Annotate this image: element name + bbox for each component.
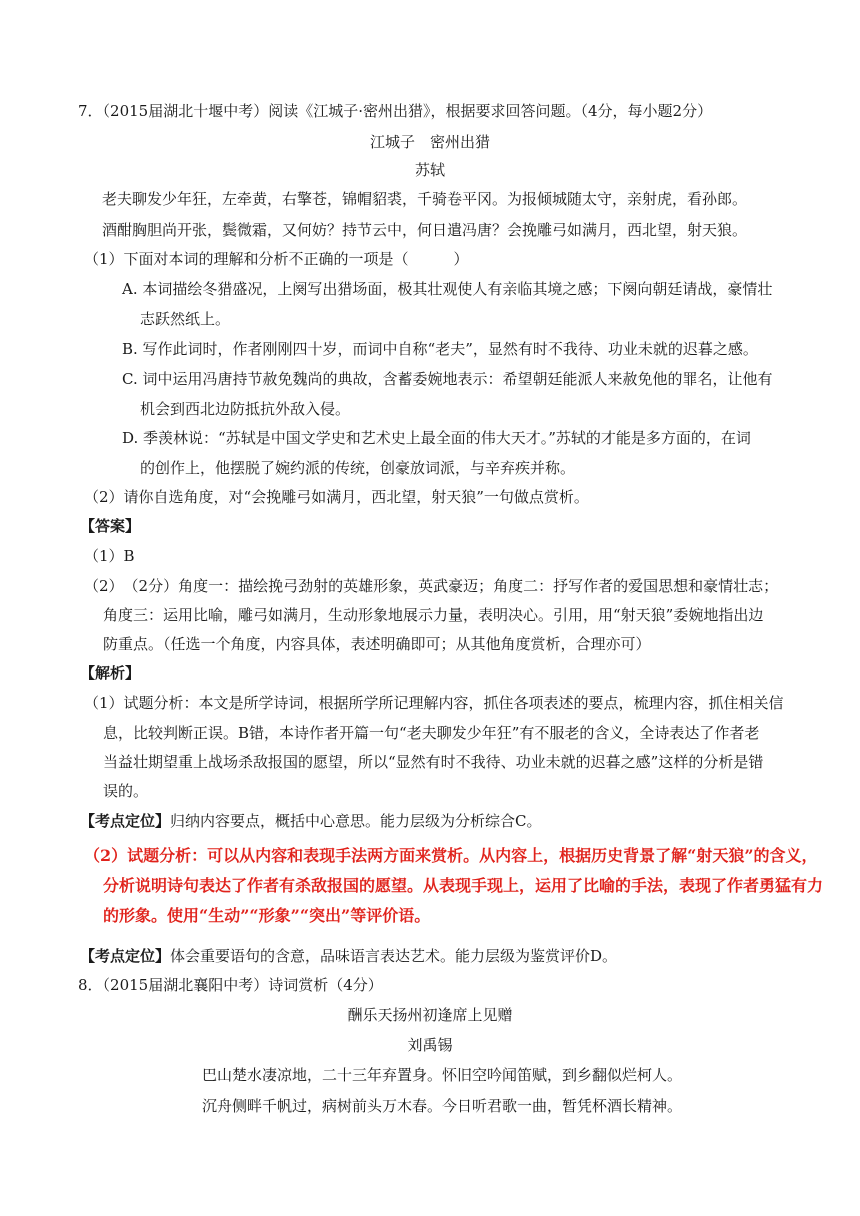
analysis-1-line-2: 息，比较判断正误。B错，本诗作者开篇一句“老夫聊发少年狂”有不服老的含义，全诗表达了作者老 [103,724,760,742]
answer-1: （1）B [84,547,135,565]
q8-poem-line-1: 巴山楚水凄凉地，二十三年弃置身。怀旧空吟闻笛赋，到乡翻似烂柯人。 [202,1066,683,1084]
option-a-line-1: A. 本词描绘冬猎盛况，上阕写出猎场面，极其壮观使人有亲临其境之感；下阕向朝廷请战，豪情壮 [122,280,773,298]
q8-poem-title: 酬乐天扬州初逢席上见赠 [347,1006,513,1024]
q7-poem-title: 江城子 密州出猎 [369,133,490,151]
answer-2-line-2: 角度三：运用比喻，雕弓如满月，生动形象地展示力量，表明决心。引用，用“射天狼”委婉地指出边 [103,606,764,624]
q8-poem-line-2: 沉舟侧畔千帆过，病树前头万木春。今日听君歌一曲，暂凭杯酒长精神。 [202,1097,683,1115]
analysis-2-red-line-1: （2）试题分析：可以从内容和表现手法两方面来赏析。从内容上，根据历史背景了解“射天狼”的含义， [84,846,818,865]
option-c-line-1: C. 词中运用冯唐持节赦免魏尚的典故，含蓄委婉地表示：希望朝廷能派人来赦免他的罪名，让他有 [122,370,773,388]
q7-subquestion-1: （1）下面对本词的理解和分析不正确的一项是（ ） [84,250,469,268]
key-point-1-text: 归纳内容要点，概括中心意思。能力层级为分析综合C。 [170,812,542,830]
q7-poem-line-1: 老夫聊发少年狂，左牵黄，右擎苍，锦帽貂裘，千骑卷平冈。为报倾城随太守，亲射虎，看孙郎。 [102,190,748,208]
q7-poem-author: 苏轼 [414,161,445,179]
analysis-1-line-4: 误的。 [103,782,149,800]
answer-label: 【答案】 [80,517,141,535]
option-c-line-2: 机会到西北边防抵抗外敌入侵。 [140,400,351,418]
key-point-1 [80,810,542,832]
q8-poem-author: 刘禹锡 [407,1036,453,1054]
analysis-label: 【解析】 [80,664,141,682]
option-d-line-1: D. 季羡林说：“苏轼是中国文学史和艺术史上最全面的伟大天才。”苏轼的才能是多方面的，在词 [122,429,751,447]
answer-2-line-3: 防重点。（任选一个角度，内容具体，表述明确即可；从其他角度赏析，合理亦可） [103,635,651,653]
answer-2-line-1: （2） （2分）角度一：描绘挽弓劲射的英雄形象，英武豪迈；角度二：抒写作者的爱国思想和豪情壮志； [84,577,779,595]
option-b-line-1: B. 写作此词时，作者刚刚四十岁，而词中自称“老夫”，显然有时不我待、功业未就的迟暮之感。 [122,340,758,358]
analysis-1-line-1: （1）试题分析：本文是所学诗词，根据所学所记理解内容，抓住各项表述的要点，梳理内容，抓住相关信 [84,694,784,712]
analysis-2-red-line-3: 的形象。使用“生动”“形象”“突出”等评价语。 [103,906,431,925]
key-point-2 [80,945,617,967]
q8-header: 8．（2015届湖北襄阳中考）诗词赏析（4分） [78,976,383,994]
analysis-1-line-3: 当益壮期望重上战场杀敌报国的愿望，所以“显然有时不我待、功业未就的迟暮之感”这样的分析是错 [103,753,764,771]
option-d-line-2: 的创作上，他摆脱了婉约派的传统，创豪放词派，与辛弃疾并称。 [140,459,576,477]
key-point-1-label: 【考点定位】 [80,812,171,830]
q7-header: 7．（2015届湖北十堰中考）阅读《江城子·密州出猎》，根据要求回答问题。（4分，每小题2分） [78,102,713,120]
q7-subquestion-2: （2）请你自选角度，对“会挽雕弓如满月，西北望，射天狼”一句做点赏析。 [84,488,589,506]
analysis-2-red-line-2: 分析说明诗句表达了作者有杀敌报国的愿望。从表现手现上，运用了比喻的手法，表现了作者勇猛有力 [103,876,824,895]
key-point-2-text: 体会重要语句的含意，品味语言表达艺术。能力层级为鉴赏评价D。 [170,947,618,965]
key-point-2-label: 【考点定位】 [80,947,171,965]
option-a-line-2: 志跃然纸上。 [140,310,231,328]
q7-poem-line-2: 酒酣胸胆尚开张，鬓微霜，又何妨？持节云中，何日遣冯唐？会挽雕弓如满月，西北望，射天狼。 [102,221,748,239]
